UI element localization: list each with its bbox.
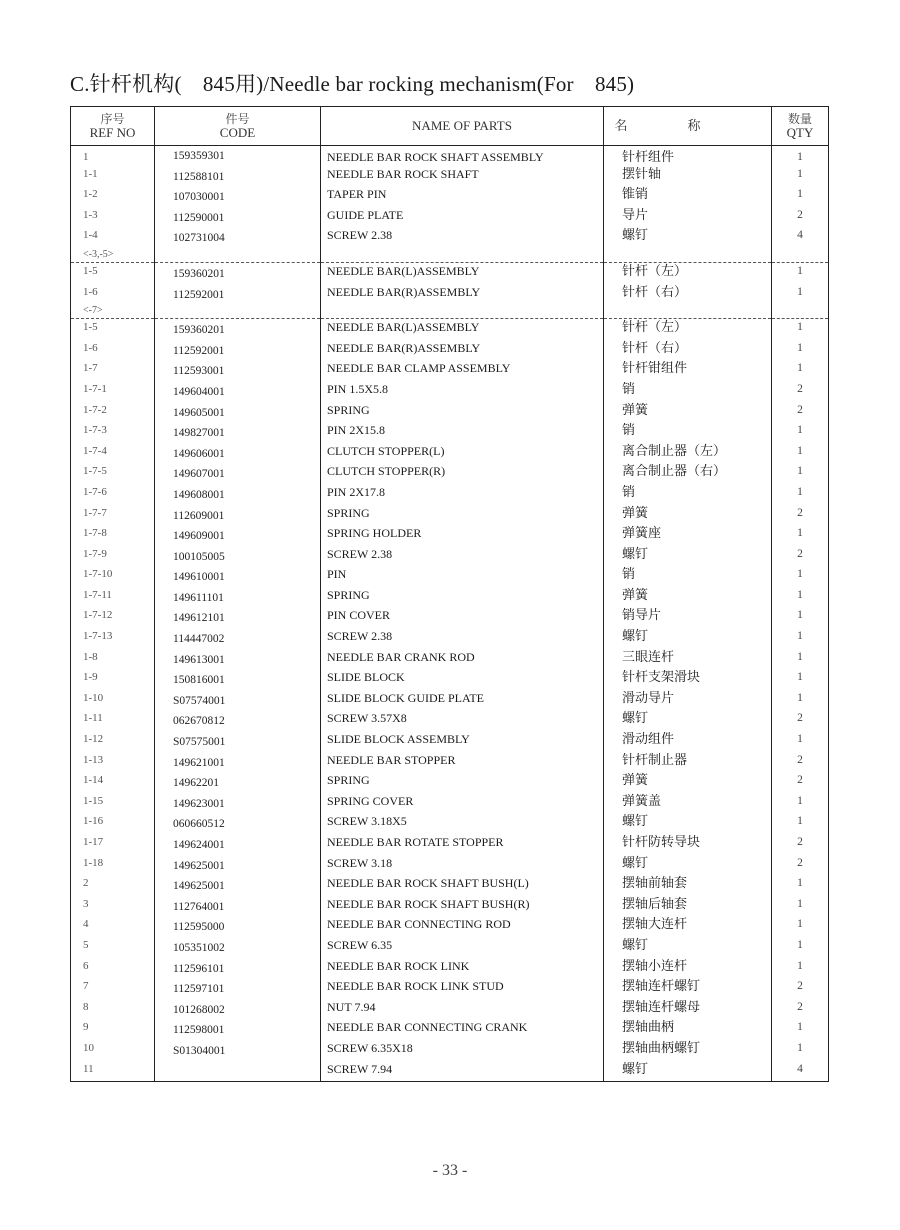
table-row <box>71 999 829 1020</box>
cell-part-name: SPRING <box>321 587 604 608</box>
table-row <box>71 834 829 855</box>
cell-part-name: NUT 7.94 <box>321 999 604 1020</box>
cell-qty: 2 <box>772 505 829 526</box>
cell-ref-no: 1-6 <box>71 284 155 305</box>
cell-qty: 2 <box>772 381 829 402</box>
table-row <box>71 284 829 305</box>
cell-ref-no: 3 <box>71 896 155 917</box>
cell-part-name: SCREW 7.94 <box>321 1061 604 1082</box>
cell-code: 149606001 <box>155 443 321 464</box>
table-row <box>71 340 829 361</box>
cell-qty: 2 <box>772 402 829 423</box>
cell-qty: 2 <box>772 855 829 876</box>
cell-ref-no: 1-8 <box>71 649 155 670</box>
cell-part-name: PIN COVER <box>321 607 604 628</box>
cell-part-name-cn: 针杆（左） <box>604 262 772 283</box>
cell-part-name-cn: 摆轴曲柄 <box>604 1019 772 1040</box>
cell-code: 112595000 <box>155 916 321 937</box>
cell-part-name-cn: 销导片 <box>604 607 772 628</box>
cell-ref-no: 1-6 <box>71 340 155 361</box>
cell-part-name-cn: 针杆组件 <box>604 146 772 166</box>
cell-code: 14962201 <box>155 772 321 793</box>
table-row <box>71 607 829 628</box>
cell-qty: 1 <box>772 731 829 752</box>
cell-code: 149604001 <box>155 381 321 402</box>
cell-code: 114447002 <box>155 628 321 649</box>
cell-code: S07575001 <box>155 731 321 752</box>
cell-part-name-cn: 弹簧 <box>604 772 772 793</box>
cell-part-name-cn: 弹簧盖 <box>604 793 772 814</box>
header-code-en: CODE <box>219 125 256 140</box>
page-number: - 33 - <box>432 1162 468 1179</box>
cell-qty: 1 <box>772 875 829 896</box>
header-name-cn-text: 名称 <box>614 118 761 133</box>
cell-part-name-cn: 弹簧 <box>604 587 772 608</box>
cell-part-name: SPRING <box>321 402 604 423</box>
cell-ref-no: 11 <box>71 1061 155 1082</box>
cell-part-name-cn: 摆轴连杆螺母 <box>604 999 772 1020</box>
table-row <box>71 813 829 834</box>
cell-code: 149609001 <box>155 525 321 546</box>
cell-part-name: PIN 2X15.8 <box>321 422 604 443</box>
cell-qty: 1 <box>772 896 829 917</box>
cell-part-name: PIN <box>321 566 604 587</box>
cell-code: 159359301 <box>155 146 321 166</box>
separator-cell <box>155 304 321 319</box>
cell-part-name: NEEDLE BAR(L)ASSEMBLY <box>321 319 604 340</box>
cell-part-name-cn: 滑动导片 <box>604 690 772 711</box>
cell-part-name: NEEDLE BAR ROCK SHAFT <box>321 166 604 187</box>
header-ref <box>71 107 155 146</box>
separator-cell <box>772 304 829 319</box>
cell-part-name-cn: 摆轴前轴套 <box>604 875 772 896</box>
table-row <box>71 166 829 187</box>
cell-code: S01304001 <box>155 1040 321 1061</box>
cell-code: 150816001 <box>155 669 321 690</box>
table-row <box>71 587 829 608</box>
cell-qty: 2 <box>772 546 829 567</box>
cell-code: 060660512 <box>155 813 321 834</box>
cell-qty: 1 <box>772 525 829 546</box>
cell-qty: 1 <box>772 587 829 608</box>
cell-qty: 1 <box>772 649 829 670</box>
table-row <box>71 710 829 731</box>
cell-qty: 2 <box>772 978 829 999</box>
table-row <box>71 628 829 649</box>
cell-ref-no: 1-7-5 <box>71 463 155 484</box>
cell-part-name-cn: 销 <box>604 422 772 443</box>
cell-part-name-cn: 销 <box>604 381 772 402</box>
cell-part-name-cn: 锥销 <box>604 186 772 207</box>
cell-part-name: NEEDLE BAR CLAMP ASSEMBLY <box>321 360 604 381</box>
cell-part-name: NEEDLE BAR CONNECTING ROD <box>321 916 604 937</box>
cell-code: 149623001 <box>155 793 321 814</box>
separator-cell <box>772 248 829 263</box>
cell-part-name: PIN 1.5X5.8 <box>321 381 604 402</box>
cell-code: 149624001 <box>155 834 321 855</box>
cell-part-name: SCREW 3.57X8 <box>321 710 604 731</box>
cell-part-name-cn: 摆轴后轴套 <box>604 896 772 917</box>
cell-code: 112593001 <box>155 360 321 381</box>
table-row <box>71 772 829 793</box>
separator-label: <-3,-5> <box>71 248 155 263</box>
cell-part-name: GUIDE PLATE <box>321 207 604 228</box>
cell-part-name-cn: 螺钉 <box>604 1061 772 1082</box>
cell-code: 149625001 <box>155 875 321 896</box>
header-qty-cn: 数量 <box>787 112 812 126</box>
table-row <box>71 484 829 505</box>
cell-part-name-cn: 弹簧 <box>604 402 772 423</box>
cell-part-name-cn: 螺钉 <box>604 813 772 834</box>
cell-code: 159360201 <box>155 262 321 283</box>
cell-code: 149605001 <box>155 402 321 423</box>
cell-part-name: NEEDLE BAR STOPPER <box>321 752 604 773</box>
header-ref-cn: 序号 <box>100 112 125 126</box>
cell-part-name-cn: 销 <box>604 566 772 587</box>
cell-part-name-cn: 弹簧 <box>604 505 772 526</box>
cell-qty: 2 <box>772 207 829 228</box>
table-row <box>71 875 829 896</box>
cell-part-name: SPRING HOLDER <box>321 525 604 546</box>
cell-ref-no: 1-2 <box>71 186 155 207</box>
cell-part-name: SCREW 6.35 <box>321 937 604 958</box>
cell-part-name-cn: 摆轴小连杆 <box>604 958 772 979</box>
cell-ref-no: 9 <box>71 1019 155 1040</box>
cell-qty: 1 <box>772 186 829 207</box>
cell-code: 149607001 <box>155 463 321 484</box>
table-row <box>71 752 829 773</box>
cell-code: 101268002 <box>155 999 321 1020</box>
table-row <box>71 978 829 999</box>
cell-code: 107030001 <box>155 186 321 207</box>
cell-code: 105351002 <box>155 937 321 958</box>
cell-part-name-cn: 弹簧座 <box>604 525 772 546</box>
table-row <box>71 916 829 937</box>
cell-ref-no: 1 <box>71 146 155 166</box>
cell-part-name-cn: 离合制止器（左） <box>604 443 772 464</box>
cell-part-name: SCREW 6.35X18 <box>321 1040 604 1061</box>
cell-qty: 1 <box>772 1019 829 1040</box>
parts-table-body <box>71 146 829 1082</box>
cell-code: 062670812 <box>155 710 321 731</box>
cell-part-name: NEEDLE BAR(L)ASSEMBLY <box>321 262 604 283</box>
cell-code: 112609001 <box>155 505 321 526</box>
cell-ref-no: 1-17 <box>71 834 155 855</box>
cell-part-name-cn: 针杆（右） <box>604 340 772 361</box>
cell-qty: 1 <box>772 607 829 628</box>
header-code <box>155 107 321 146</box>
cell-ref-no: 10 <box>71 1040 155 1061</box>
header-qty <box>772 107 829 146</box>
cell-code: 159360201 <box>155 319 321 340</box>
cell-qty: 1 <box>772 422 829 443</box>
cell-qty: 1 <box>772 340 829 361</box>
table-row <box>71 1040 829 1061</box>
header-name-en: NAME OF PARTS <box>321 107 604 146</box>
cell-ref-no: 1-7-3 <box>71 422 155 443</box>
cell-ref-no: 1-15 <box>71 793 155 814</box>
cell-ref-no: 7 <box>71 978 155 999</box>
cell-part-name: NEEDLE BAR(R)ASSEMBLY <box>321 340 604 361</box>
cell-code: 149608001 <box>155 484 321 505</box>
table-row <box>71 207 829 228</box>
cell-qty: 1 <box>772 146 829 166</box>
cell-qty: 1 <box>772 1040 829 1061</box>
cell-qty: 1 <box>772 262 829 283</box>
cell-ref-no: 1-7-2 <box>71 402 155 423</box>
cell-part-name: NEEDLE BAR CRANK ROD <box>321 649 604 670</box>
cell-part-name: NEEDLE BAR ROCK SHAFT BUSH(R) <box>321 896 604 917</box>
cell-part-name: NEEDLE BAR CONNECTING CRANK <box>321 1019 604 1040</box>
cell-qty: 2 <box>772 772 829 793</box>
cell-part-name-cn: 螺钉 <box>604 855 772 876</box>
cell-part-name-cn: 针杆（右） <box>604 284 772 305</box>
cell-ref-no: 1-16 <box>71 813 155 834</box>
cell-ref-no: 1-7 <box>71 360 155 381</box>
table-row <box>71 669 829 690</box>
cell-code: 112597101 <box>155 978 321 999</box>
separator-cell <box>604 248 772 263</box>
cell-qty: 1 <box>772 319 829 340</box>
cell-part-name: SCREW 3.18X5 <box>321 813 604 834</box>
cell-part-name-cn: 导片 <box>604 207 772 228</box>
table-row <box>71 360 829 381</box>
cell-part-name: PIN 2X17.8 <box>321 484 604 505</box>
table-row <box>71 649 829 670</box>
cell-ref-no: 1-5 <box>71 262 155 283</box>
cell-ref-no: 8 <box>71 999 155 1020</box>
cell-code: 100105005 <box>155 546 321 567</box>
cell-ref-no: 1-7-6 <box>71 484 155 505</box>
cell-part-name: NEEDLE BAR ROCK SHAFT ASSEMBLY <box>321 146 604 166</box>
cell-code: 149610001 <box>155 566 321 587</box>
header-code-cn: 件号 <box>225 112 250 126</box>
cell-code: 112590001 <box>155 207 321 228</box>
cell-code <box>155 1061 321 1082</box>
cell-part-name: SPRING <box>321 772 604 793</box>
cell-part-name-cn: 螺钉 <box>604 628 772 649</box>
separator-label: <-7> <box>71 304 155 319</box>
table-row <box>71 525 829 546</box>
cell-code: 112588101 <box>155 166 321 187</box>
cell-qty: 4 <box>772 227 829 248</box>
cell-part-name-cn: 摆针轴 <box>604 166 772 187</box>
cell-code: 112592001 <box>155 340 321 361</box>
table-row <box>71 186 829 207</box>
cell-ref-no: 1-4 <box>71 227 155 248</box>
cell-part-name: NEEDLE BAR ROCK LINK STUD <box>321 978 604 999</box>
cell-part-name-cn: 针杆钳组件 <box>604 360 772 381</box>
cell-part-name-cn: 销 <box>604 484 772 505</box>
cell-part-name-cn: 螺钉 <box>604 937 772 958</box>
separator-cell <box>604 304 772 319</box>
cell-ref-no: 4 <box>71 916 155 937</box>
table-row <box>71 381 829 402</box>
cell-code: 149613001 <box>155 649 321 670</box>
cell-ref-no: 5 <box>71 937 155 958</box>
cell-part-name: SLIDE BLOCK ASSEMBLY <box>321 731 604 752</box>
table-row <box>71 1019 829 1040</box>
cell-ref-no: 1-18 <box>71 855 155 876</box>
cell-part-name: SCREW 3.18 <box>321 855 604 876</box>
cell-part-name-cn: 针杆制止器 <box>604 752 772 773</box>
cell-qty: 1 <box>772 443 829 464</box>
cell-qty: 1 <box>772 958 829 979</box>
cell-code: 149621001 <box>155 752 321 773</box>
parts-table <box>70 106 829 1082</box>
cell-qty: 2 <box>772 999 829 1020</box>
cell-ref-no: 1-9 <box>71 669 155 690</box>
section-separator <box>71 248 829 263</box>
table-header-row <box>71 107 829 146</box>
cell-part-name: NEEDLE BAR ROCK LINK <box>321 958 604 979</box>
table-row <box>71 937 829 958</box>
cell-part-name: TAPER PIN <box>321 186 604 207</box>
cell-code: 149827001 <box>155 422 321 443</box>
table-row <box>71 793 829 814</box>
cell-part-name-cn: 螺钉 <box>604 546 772 567</box>
cell-part-name: NEEDLE BAR ROCK SHAFT BUSH(L) <box>321 875 604 896</box>
cell-code: 112592001 <box>155 284 321 305</box>
cell-qty: 1 <box>772 360 829 381</box>
cell-ref-no: 1-7-9 <box>71 546 155 567</box>
cell-code: 149612101 <box>155 607 321 628</box>
table-row <box>71 422 829 443</box>
table-row <box>71 855 829 876</box>
table-row <box>71 443 829 464</box>
separator-cell <box>155 248 321 263</box>
table-row <box>71 566 829 587</box>
cell-part-name: SCREW 2.38 <box>321 628 604 649</box>
cell-ref-no: 1-3 <box>71 207 155 228</box>
cell-part-name-cn: 离合制止器（右） <box>604 463 772 484</box>
cell-part-name: SCREW 2.38 <box>321 546 604 567</box>
cell-part-name: CLUTCH STOPPER(L) <box>321 443 604 464</box>
cell-qty: 1 <box>772 813 829 834</box>
cell-ref-no: 1-7-1 <box>71 381 155 402</box>
cell-ref-no: 1-11 <box>71 710 155 731</box>
cell-part-name-cn: 针杆防转导块 <box>604 834 772 855</box>
table-row <box>71 505 829 526</box>
separator-cell <box>321 248 604 263</box>
cell-part-name: CLUTCH STOPPER(R) <box>321 463 604 484</box>
table-row <box>71 546 829 567</box>
cell-ref-no: 1-12 <box>71 731 155 752</box>
cell-qty: 1 <box>772 284 829 305</box>
table-row <box>71 262 829 283</box>
cell-qty: 1 <box>772 669 829 690</box>
cell-part-name: SPRING <box>321 505 604 526</box>
cell-code: S07574001 <box>155 690 321 711</box>
cell-qty: 1 <box>772 628 829 649</box>
cell-qty: 1 <box>772 463 829 484</box>
cell-part-name-cn: 螺钉 <box>604 710 772 731</box>
table-row <box>71 958 829 979</box>
cell-part-name-cn: 螺钉 <box>604 227 772 248</box>
cell-qty: 1 <box>772 566 829 587</box>
cell-code: 112764001 <box>155 896 321 917</box>
cell-ref-no: 1-7-12 <box>71 607 155 628</box>
cell-code: 149611101 <box>155 587 321 608</box>
table-row <box>71 1061 829 1082</box>
cell-part-name-cn: 针杆支架滑块 <box>604 669 772 690</box>
header-qty-en: QTY <box>786 125 814 140</box>
table-row <box>71 463 829 484</box>
cell-qty: 1 <box>772 484 829 505</box>
cell-qty: 2 <box>772 752 829 773</box>
cell-qty: 1 <box>772 690 829 711</box>
cell-code: 149625001 <box>155 855 321 876</box>
cell-qty: 2 <box>772 710 829 731</box>
cell-part-name-cn: 摆轴连杆螺钉 <box>604 978 772 999</box>
section-separator <box>71 304 829 319</box>
cell-qty: 1 <box>772 166 829 187</box>
cell-part-name-cn: 针杆（左） <box>604 319 772 340</box>
table-row <box>71 896 829 917</box>
cell-ref-no: 1-13 <box>71 752 155 773</box>
cell-part-name: SLIDE BLOCK <box>321 669 604 690</box>
table-row <box>71 402 829 423</box>
cell-ref-no: 1-7-13 <box>71 628 155 649</box>
cell-ref-no: 1-10 <box>71 690 155 711</box>
cell-ref-no: 1-7-10 <box>71 566 155 587</box>
page-title: C.针杆机构( 845用)/Needle bar rocking mechanism(For 845) <box>70 72 635 96</box>
cell-part-name-cn: 摆轴曲柄螺钉 <box>604 1040 772 1061</box>
table-row <box>71 146 829 166</box>
cell-ref-no: 1-7-8 <box>71 525 155 546</box>
table-row <box>71 319 829 340</box>
cell-code: 112596101 <box>155 958 321 979</box>
cell-part-name-cn: 摆轴大连杆 <box>604 916 772 937</box>
cell-ref-no: 1-7-11 <box>71 587 155 608</box>
cell-qty: 1 <box>772 937 829 958</box>
table-row <box>71 731 829 752</box>
cell-ref-no: 1-1 <box>71 166 155 187</box>
separator-cell <box>321 304 604 319</box>
cell-part-name: NEEDLE BAR(R)ASSEMBLY <box>321 284 604 305</box>
cell-part-name: SCREW 2.38 <box>321 227 604 248</box>
cell-part-name-cn: 滑动组件 <box>604 731 772 752</box>
header-name-cn <box>604 107 772 146</box>
table-row <box>71 227 829 248</box>
cell-part-name-cn: 三眼连杆 <box>604 649 772 670</box>
cell-part-name: SPRING COVER <box>321 793 604 814</box>
cell-qty: 1 <box>772 793 829 814</box>
cell-ref-no: 1-5 <box>71 319 155 340</box>
cell-ref-no: 6 <box>71 958 155 979</box>
cell-qty: 1 <box>772 916 829 937</box>
table-row <box>71 690 829 711</box>
cell-ref-no: 1-14 <box>71 772 155 793</box>
cell-code: 102731004 <box>155 227 321 248</box>
cell-qty: 2 <box>772 834 829 855</box>
cell-part-name: SLIDE BLOCK GUIDE PLATE <box>321 690 604 711</box>
cell-qty: 4 <box>772 1061 829 1082</box>
cell-part-name: NEEDLE BAR ROTATE STOPPER <box>321 834 604 855</box>
cell-code: 112598001 <box>155 1019 321 1040</box>
cell-ref-no: 1-7-7 <box>71 505 155 526</box>
cell-ref-no: 2 <box>71 875 155 896</box>
header-ref-en: REF NO <box>89 125 136 140</box>
cell-ref-no: 1-7-4 <box>71 443 155 464</box>
